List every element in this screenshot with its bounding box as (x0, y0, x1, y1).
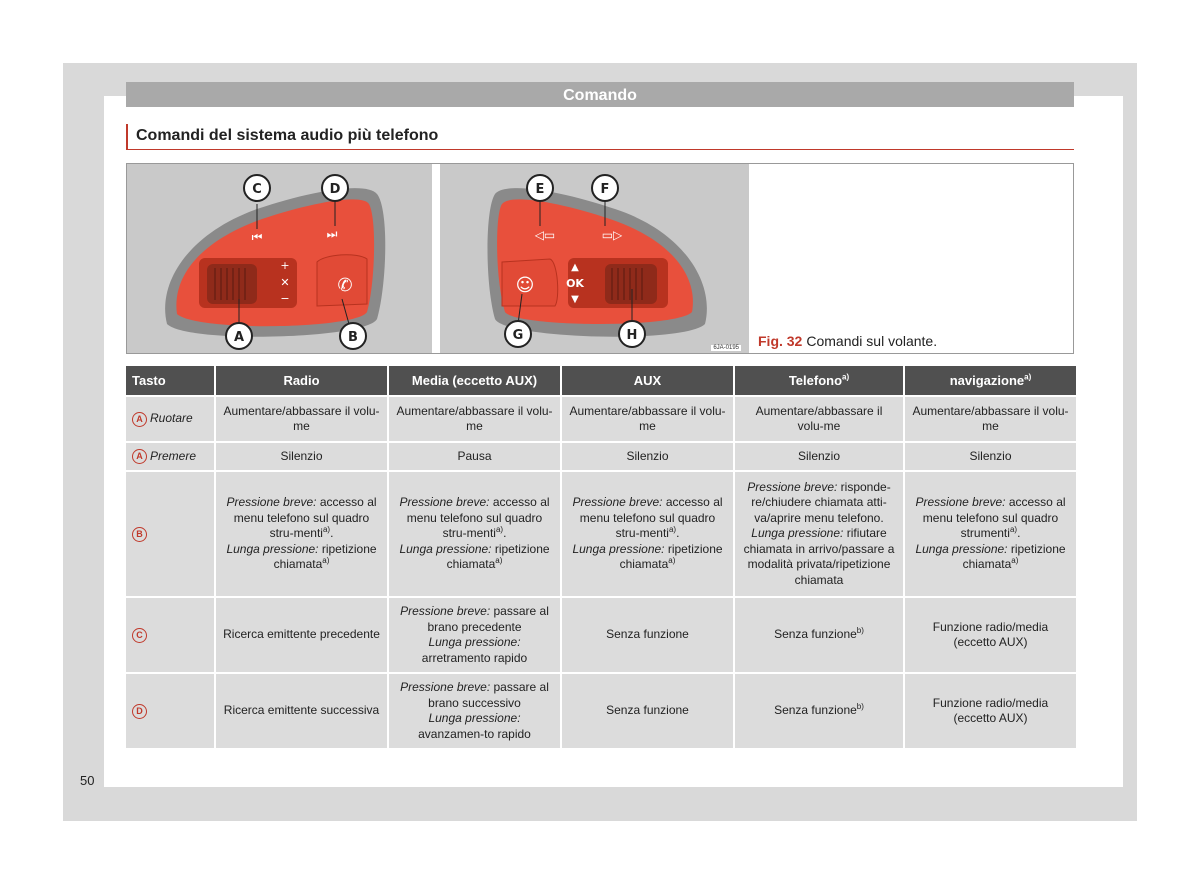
svg-text:E: E (535, 182, 545, 197)
table-cell: Aumentare/abbassare il volu-me (389, 397, 560, 441)
table-cell: Aumentare/abbassare il volu-me (735, 397, 903, 441)
svg-text:C: C (252, 182, 262, 197)
header-telefono: Telefono$^{a)}$ (735, 366, 903, 395)
table-cell: Aumentare/abbassare il volu-me (562, 397, 733, 441)
table-cell: Silenzio (735, 443, 903, 470)
table-cell: Aumentare/abbassare il volu-me (905, 397, 1076, 441)
svg-text:☺: ☺ (515, 275, 535, 296)
table-cell: Pressione breve: accesso al menu telefono sul quadro stru-menti$^{a)}$. Lunga pressione: ripetizione chiamata$^{a)}$ (389, 472, 560, 596)
table-cell: Ricerca emittente successiva (216, 674, 387, 748)
table-cell: Pressione breve: passare al brano successivo Lunga pressione: avanzamen-to rapido (389, 674, 560, 748)
figure-box (126, 163, 1074, 354)
header-tasto: Tasto (126, 366, 214, 395)
svg-text:◁▭: ◁▭ (534, 228, 556, 242)
svg-text:+: + (280, 259, 290, 272)
svg-text:⏮: ⏮ (251, 230, 263, 244)
image-code: 6JA-0195 (713, 345, 739, 351)
table-cell: Senza funzione$^{b)}$ (735, 598, 903, 672)
row-key: D (126, 674, 214, 748)
table-cell: Senza funzione (562, 674, 733, 748)
table-cell: Ricerca emittente precedente (216, 598, 387, 672)
table-cell: Silenzio (905, 443, 1076, 470)
table-cell: Pausa (389, 443, 560, 470)
table-header-row (126, 366, 1076, 395)
svg-text:✕: ✕ (280, 276, 290, 289)
table-row (126, 397, 1076, 441)
svg-text:A: A (233, 330, 245, 345)
svg-text:▲: ▲ (571, 262, 579, 273)
table-row (126, 674, 1076, 748)
table-cell: Pressione breve: passare al brano precedente Lunga pressione: arretramento rapido (389, 598, 560, 672)
header-navigazione: navigazione$^{a)}$ (905, 366, 1076, 395)
table-cell: Silenzio (562, 443, 733, 470)
table-cell: Pressione breve: accesso al menu telefono sul quadro strumenti$^{a)}$. Lunga pressione: ripetizione chiamata$^{a)}$ (905, 472, 1076, 596)
figure-caption (758, 333, 937, 349)
table-cell: Senza funzione$^{b)}$ (735, 674, 903, 748)
svg-text:F: F (600, 182, 610, 197)
table-cell: Pressione breve: accesso al menu telefono sul quadro stru-menti$^{a)}$. Lunga pressione: ripetizione chiamata$^{a)}$ (562, 472, 733, 596)
svg-text:OK: OK (566, 277, 584, 290)
row-key: B (126, 472, 214, 596)
steering-control-left-illustration (127, 164, 432, 353)
svg-text:D: D (329, 182, 341, 197)
table-cell: Pressione breve: accesso al menu telefono sul quadro stru-menti$^{a)}$. Lunga pressione: ripetizione chiamata$^{a)}$ (216, 472, 387, 596)
row-key: C (126, 598, 214, 672)
table-cell: Funzione radio/media (eccetto AUX) (905, 598, 1076, 672)
page-number: 50 (80, 773, 95, 788)
row-key: A Ruotare (126, 397, 214, 441)
table-row (126, 443, 1076, 470)
header-radio: Radio (216, 366, 387, 395)
table-cell: Senza funzione (562, 598, 733, 672)
svg-text:G: G (512, 328, 524, 343)
table-row (126, 598, 1076, 672)
section-title: Comandi del sistema audio più telefono (126, 124, 1074, 150)
table-cell: Funzione radio/media (eccetto AUX) (905, 674, 1076, 748)
svg-text:B: B (348, 330, 358, 345)
figure-caption-text: Comandi sul volante. (806, 333, 938, 349)
figure-number: Fig. 32 (758, 333, 803, 349)
svg-text:▼: ▼ (571, 294, 579, 305)
header-aux: AUX (562, 366, 733, 395)
table-cell: Pressione breve: risponde-re/chiudere chiamata atti-va/aprire menu telefono. Lunga pressione: rifiutare chiamata in arrivo/passare a modalità privata/ripetizione chiamata (735, 472, 903, 596)
row-key: A Premere (126, 443, 214, 470)
svg-text:−: − (280, 292, 290, 305)
steering-control-right-illustration (440, 164, 749, 353)
header-media: Media (eccetto AUX) (389, 366, 560, 395)
chapter-header: Comando (126, 82, 1074, 107)
table-row (126, 472, 1076, 596)
svg-text:✆: ✆ (337, 275, 353, 296)
table-cell: Silenzio (216, 443, 387, 470)
controls-table (124, 364, 1078, 750)
svg-text:▭▷: ▭▷ (601, 228, 623, 242)
table-cell: Aumentare/abbassare il volu-me (216, 397, 387, 441)
svg-text:H: H (626, 328, 638, 343)
svg-text:⏭: ⏭ (326, 227, 338, 241)
